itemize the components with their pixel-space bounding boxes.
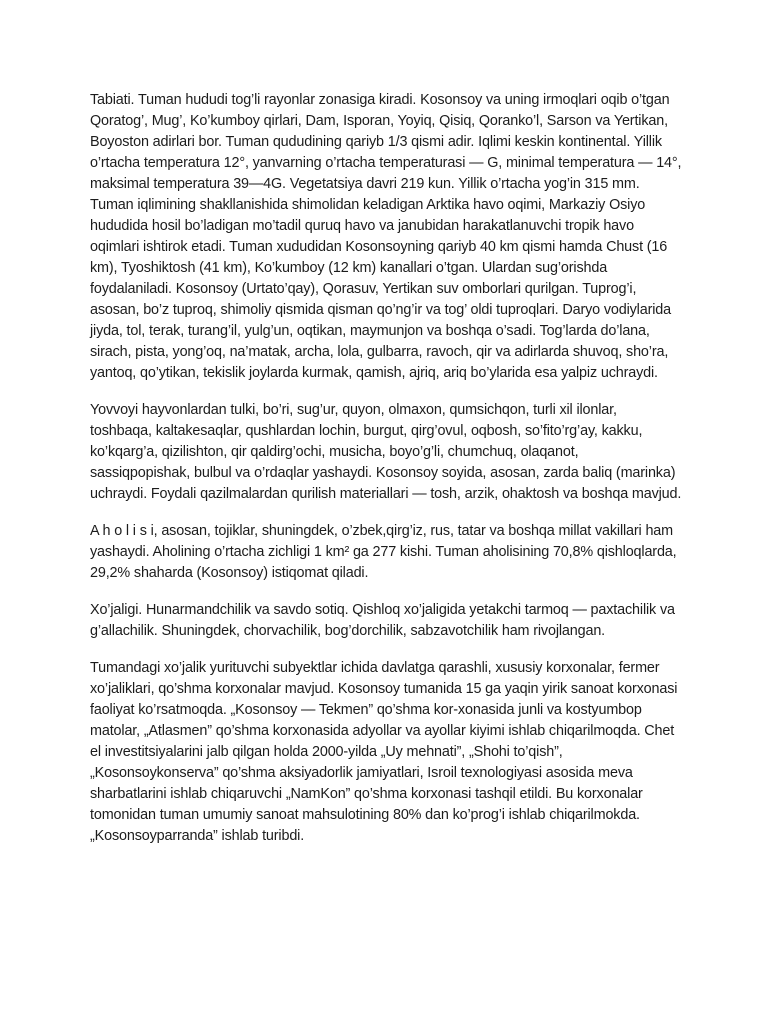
paragraph-nature: Tabiati. Tuman hududi tog’li rayonlar zonasiga kiradi. Kosonsoy va uning irmoqlari oqib o’tgan Qoratog’, Mug’, Ko’kumboy qirlari, Dam, Isporan, Yoyiq, Qisiq, Qoranko’l, Sarson va Yertikan, Boyoston adirlari bor. Tuman qududining qariyb 1/3 qismi adir. Iqlimi keskin kontinental. Yillik o’rtacha temperatura 12°, yanvarning o’rtacha temperaturasi — G, minimal temperatura — 14°, maksimal temperatura 39—4G. Vegetatsiya davri 219 kun. Yillik o’rtacha yog’in 315 mm. Tuman iqlimining shakllanishida shimolidan keladigan Arktika havo oqimi, Markaziy Osiyo hududida hosil bo’ladigan mo’tadil quruq havo va janubidan harakatlanuvchi tropik havo oqimlari ishtirok etadi. Tuman xududidan Kosonsoyning qariyb 40 km qismi hamda Chust (16 km), Tyoshiktosh (41 km), Ko’kumboy (12 km) kanallari o’tgan. Ulardan sug’orishda foydalaniladi. Kosonsoy (Urtato’qay), Qorasuv, Yertikan suv omborlari qurilgan. Tuprog’i, asosan, bo’z tuproq, shimoliy qismida qisman qo’ng’ir va tog’ oldi tuproqlari. Daryo vodiylarida jiyda, tol, terak, turang’il, yulg’un, oqtikan, maymunjon va boshqa o’sadi. Tog’larda do’lana, sirach, pista, yong’oq, na’matak, archa, lola, gulbarra, ravoch, qir va adirlarda shuvoq, sho’ra, yantoq, qo’ytikan, tekislik joylarda kurmak, qamish, ajriq, ariq bo’ylarida esa yalpiz uchraydi. bbox=[90, 92, 682, 381]
paragraph-population: A h o l i s i, asosan, tojiklar, shuningdek, o’zbek,qirg’iz, rus, tatar va boshqa millat vakillari ham yashaydi. Aholining o’rtacha zichligi 1 km² ga 277 kishi. Tuman aholisining 70,8% qishloqlarda, 29,2% shaharda (Kosonsoy) istiqomat qiladi. bbox=[90, 523, 677, 581]
document-page bbox=[90, 90, 682, 847]
paragraph-economy: Xo’jaligi. Hunarmandchilik va savdo sotiq. Qishloq xo’jaligida yetakchi tarmoq — paxtachilik va g’allachilik. Shuningdek, chorvachilik, bog’dorchilik, sabzavotchilik ham rivojlangan. bbox=[90, 602, 675, 639]
paragraph-enterprises: Tumandagi xo’jalik yurituvchi subyektlar ichida davlatga qarashli, xususiy korxonalar, fermer xo’jaliklari, qo’shma korxonalar mavjud. Kosonsoy tumanida 15 ga yaqin yirik sanoat korxonasi faoliyat ko’rsatmoqda. „Kosonsoy — Tekmen” qo’shma kor-xonasida junli va kostyumbop matolar, „Atlasmen” qo’shma korxonasida adyollar va ayollar kiyimi ishlab chiqarilmoqda. Chet el investitsiyalarini jalb qilgan holda 2000-yilda „Uy mehnati”, „Shohi to’qish”, „Kosonsoykonserva” qo’shma aksiyadorlik jamiyatlari, Isroil texnologiyasi asosida meva sharbatlarini ishlab chiqaruvchi „NamKon” qo’shma korxonasi tashqil etildi. Bu korxonalar tomonidan tuman umumiy sanoat mahsulotining 80% dan ko’prog’i ishlab chiqarilmokda. „Kosonsoyparranda” ishlab turibdi. bbox=[90, 660, 678, 844]
paragraph-fauna: Yovvoyi hayvonlardan tulki, bo’ri, sug’ur, quyon, olmaxon, qumsichqon, turli xil ilonlar, toshbaqa, kaltakesaqlar, qushlardan lochin, burgut, qirg’ovul, oqbosh, so’fito’rg’ay, kakku, ko’kqarg’a, qizilishton, qir qaldirg’ochi, musicha, boyo’g’li, chumchuq, olaqanot, sassiqpopishak, bulbul va o’rdaqlar yashaydi. Kosonsoy soyida, asosan, zarda baliq (marinka) uchraydi. Foydali qazilmalardan qurilish materiallari — tosh, arzik, ohaktosh va boshqa mavjud. bbox=[90, 402, 682, 502]
